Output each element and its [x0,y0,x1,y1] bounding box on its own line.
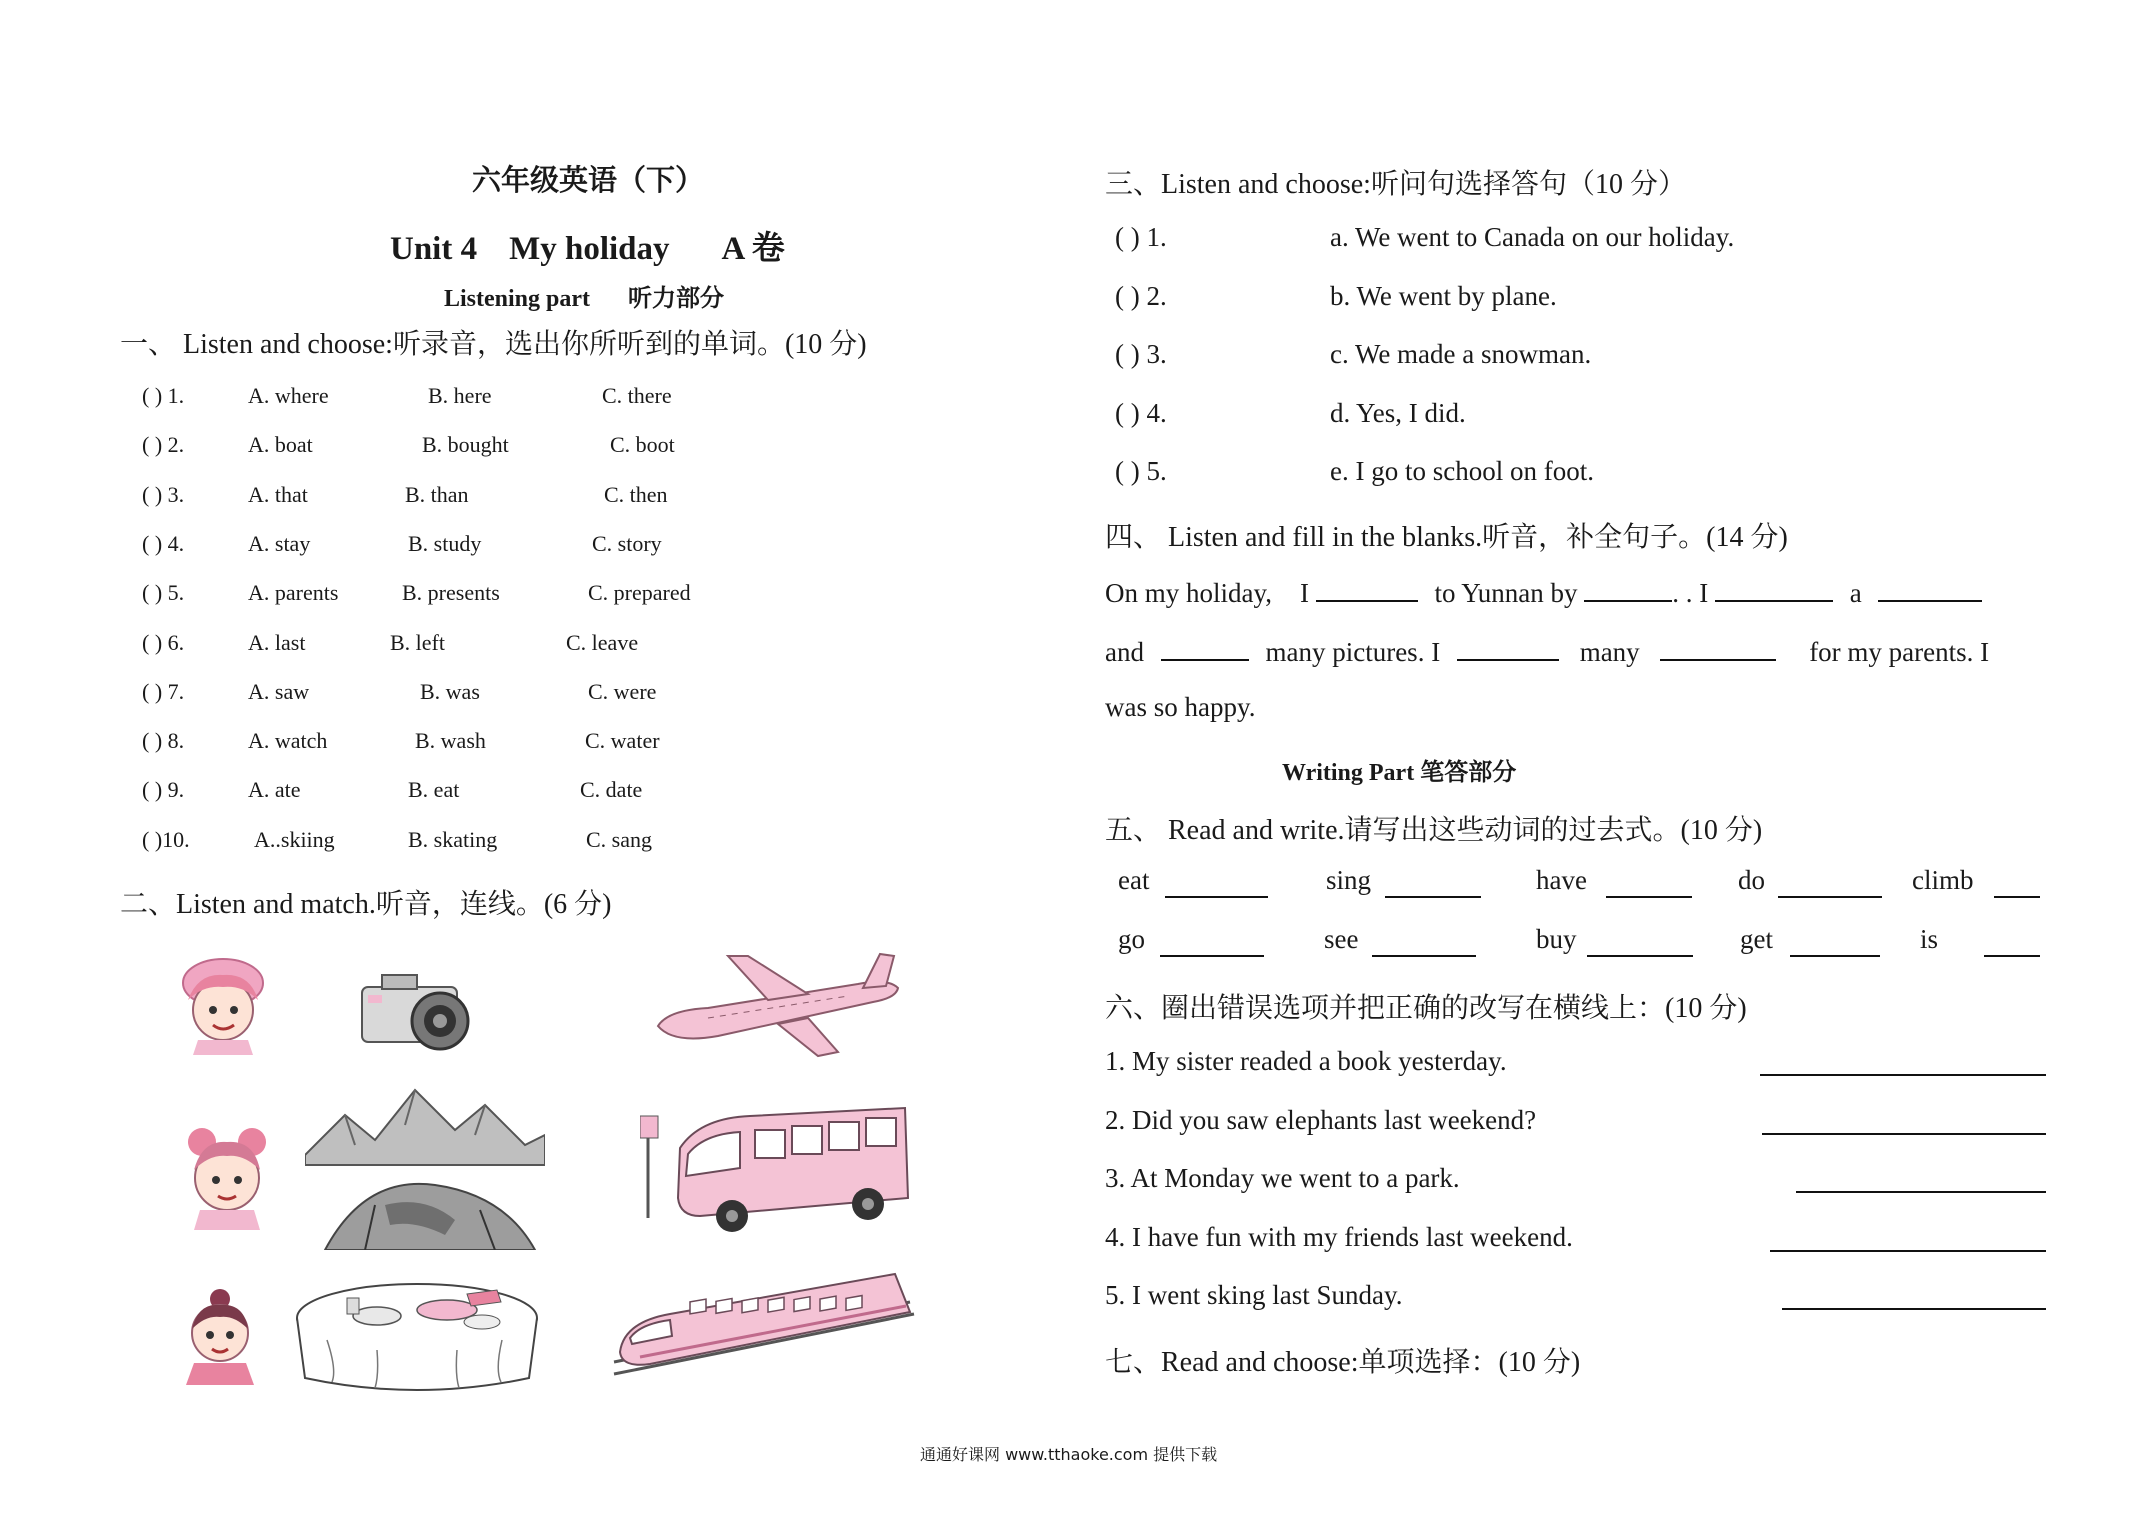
girl-2-picture [172,1120,282,1230]
option-c-5: C. prepared [588,580,691,606]
verb-climb-answer-line[interactable] [1994,896,2040,898]
option-b-4: B. study [408,530,482,556]
answer-option-3: c. We made a snowman. [1330,339,1592,369]
answer-option-2: b. We went by plane. [1330,280,1557,311]
option-a-2: A. boat [248,432,313,458]
correction-answer-line-4[interactable] [1770,1250,2046,1252]
paper-label: A 卷 [721,231,785,267]
correction-sentence-4: 4. I have fun with my friends last weekend. [1105,1221,1573,1252]
answer-bracket-9[interactable]: ( ) 9. [142,777,185,803]
option-a-9: A. ate [248,777,301,803]
correction-answer-line-2[interactable] [1762,1133,2046,1135]
answer-bracket-3[interactable]: ( ) 3. [142,481,185,507]
camera-picture [352,965,482,1055]
writing-heading-zh: 笔答部分 [1420,760,1517,786]
option-b-3: B. than [405,481,469,507]
option-b-9: B. eat [408,777,460,803]
verb-do: do [1738,865,1765,895]
answer-bracket-q2[interactable]: ( ) 2. [1115,280,1167,311]
section-2-title: 二、Listen and match.听音，连线。(6 分) [120,889,612,920]
verb-buy: buy [1536,924,1577,954]
mountain-picture [305,1085,545,1250]
verb-eat-answer-line[interactable] [1165,896,1268,898]
answer-bracket-4[interactable]: ( ) 4. [142,530,185,556]
section-6-title: 六、圈出错误选项并把正确的改写在横线上：(10 分) [1105,993,1747,1024]
answer-option-5: e. I go to school on foot. [1330,456,1594,486]
option-c-4: C. story [592,530,662,556]
verb-see-answer-line[interactable] [1372,955,1476,957]
option-a-1: A. where [248,383,329,408]
verb-get: get [1740,924,1773,954]
page-title: 六年级英语（下） [472,165,705,197]
option-c-2: C. boot [610,432,675,458]
verb-is-answer-line[interactable] [1984,955,2040,957]
option-a-7: A. saw [248,678,310,704]
unit-number: Unit 4 [390,231,478,267]
fill-text-parents: for my parents. I [1809,637,1990,667]
option-a-10: A..skiing [254,826,335,852]
answer-bracket-7[interactable]: ( ) 7. [142,678,185,704]
answer-bracket-q1[interactable]: ( ) 1. [1115,222,1167,252]
option-c-7: C. were [588,678,657,704]
option-a-4: A. stay [248,530,311,556]
fill-blank-6[interactable] [1457,633,1559,661]
answer-bracket-q4[interactable]: ( ) 4. [1115,397,1167,428]
verb-go: go [1118,924,1145,954]
footer-text: 通通好课网 www.tthaoke.com 提供下载 [920,1445,1218,1464]
correction-sentence-1: 1. My sister readed a book yesterday. [1105,1046,1507,1076]
fill-blank-7[interactable] [1660,633,1776,661]
verb-sing: sing [1326,865,1372,895]
listening-heading-zh: 听力部分 [628,286,725,312]
correction-sentence-3: 3. At Monday we went to a park. [1105,1163,1460,1193]
answer-bracket-1[interactable]: ( ) 1. [142,383,185,408]
fill-text-many: many [1579,637,1640,667]
answer-bracket-6[interactable]: ( ) 6. [142,629,185,655]
girl-3-picture [170,1285,270,1385]
option-c-3: C. then [604,481,668,507]
train-picture [610,1262,922,1387]
fill-blank-4[interactable] [1878,574,1982,602]
verb-buy-answer-line[interactable] [1587,955,1693,957]
option-b-10: B. skating [408,826,498,852]
verb-get-answer-line[interactable] [1790,955,1880,957]
correction-answer-line-3[interactable] [1796,1191,2046,1193]
option-c-8: C. water [585,728,660,754]
option-b-1: B. here [428,383,492,408]
fill-line-1 [1105,574,1982,609]
section-4-title: 四、 Listen and fill in the blanks.听音，补全句子。(14 分) [1105,522,1788,553]
option-b-7: B. was [420,678,480,704]
correction-answer-line-5[interactable] [1782,1308,2046,1310]
unit-title [390,222,785,269]
verb-see: see [1324,924,1359,954]
correction-sentence-2: 2. Did you saw elephants last weekend? [1105,1104,1537,1135]
answer-bracket-2[interactable]: ( ) 2. [142,432,185,458]
answer-bracket-10[interactable]: ( )10. [142,826,190,852]
verb-eat: eat [1118,865,1150,895]
verb-go-answer-line[interactable] [1160,955,1264,957]
section-3-title: 三、Listen and choose:听问句选择答句（10 分） [1105,169,1686,200]
answer-option-1: a. We went to Canada on our holiday. [1330,222,1735,252]
food-table-picture [287,1270,547,1395]
option-a-3: A. that [248,481,308,507]
bus-picture [640,1098,915,1238]
section-5-title: 五、 Read and write.请写出这些动词的过去式。(10 分) [1105,815,1763,846]
option-b-6: B. left [390,629,445,655]
fill-text-i-2: . . I [1672,578,1709,608]
correction-sentence-5: 5. I went sking last Sunday. [1105,1280,1403,1310]
answer-bracket-5[interactable]: ( ) 5. [142,580,185,606]
verb-climb: climb [1912,865,1974,895]
option-a-8: A. watch [248,728,328,754]
girl-1-picture [168,955,278,1055]
answer-bracket-8[interactable]: ( ) 8. [142,728,185,754]
writing-heading-en: Writing Part [1282,760,1415,786]
option-b-2: B. bought [422,432,509,458]
option-c-9: C. date [580,777,643,803]
airplane-picture [648,948,913,1058]
verb-have: have [1536,865,1587,895]
fill-blank-3[interactable] [1715,574,1833,602]
verb-is: is [1920,924,1939,954]
option-c-10: C. sang [586,826,652,852]
fill-text-holiday: On my holiday, [1105,578,1272,608]
option-b-8: B. wash [415,728,486,754]
verb-do-answer-line[interactable] [1778,896,1882,898]
fill-line-3: was so happy. [1105,692,1256,722]
option-c-6: C. leave [566,629,639,655]
section-7-title: 七、Read and choose:单项选择：(10 分) [1105,1347,1581,1378]
fill-text-i: I [1299,578,1309,608]
option-b-5: B. presents [402,580,500,606]
answer-bracket-q5[interactable]: ( ) 5. [1115,456,1167,486]
unit-name: My holiday [509,231,670,267]
answer-option-4: d. Yes, I did. [1330,397,1466,428]
listening-heading-en: Listening part [444,286,591,312]
fill-text-and: and [1105,637,1144,667]
option-a-5: A. parents [248,580,339,606]
option-c-1: C. there [602,383,672,408]
fill-text-a: a [1849,578,1862,608]
verb-sing-answer-line[interactable] [1385,896,1481,898]
listening-heading [444,278,724,313]
answer-bracket-q3[interactable]: ( ) 3. [1115,339,1167,369]
fill-blank-2[interactable] [1584,574,1672,602]
fill-line-2 [1105,633,1989,668]
correction-answer-line-1[interactable] [1760,1074,2046,1076]
fill-blank-5[interactable] [1161,633,1249,661]
fill-blank-1[interactable] [1316,574,1418,602]
fill-text-pictures: many pictures. I [1265,637,1441,667]
verb-have-answer-line[interactable] [1606,896,1692,898]
fill-text-yunnan: to Yunnan by [1434,578,1578,608]
option-a-6: A. last [248,629,306,655]
writing-heading [1282,752,1516,787]
section-1-title: 一、 Listen and choose:听录音，选出你所听到的单词。(10 分) [120,329,867,360]
